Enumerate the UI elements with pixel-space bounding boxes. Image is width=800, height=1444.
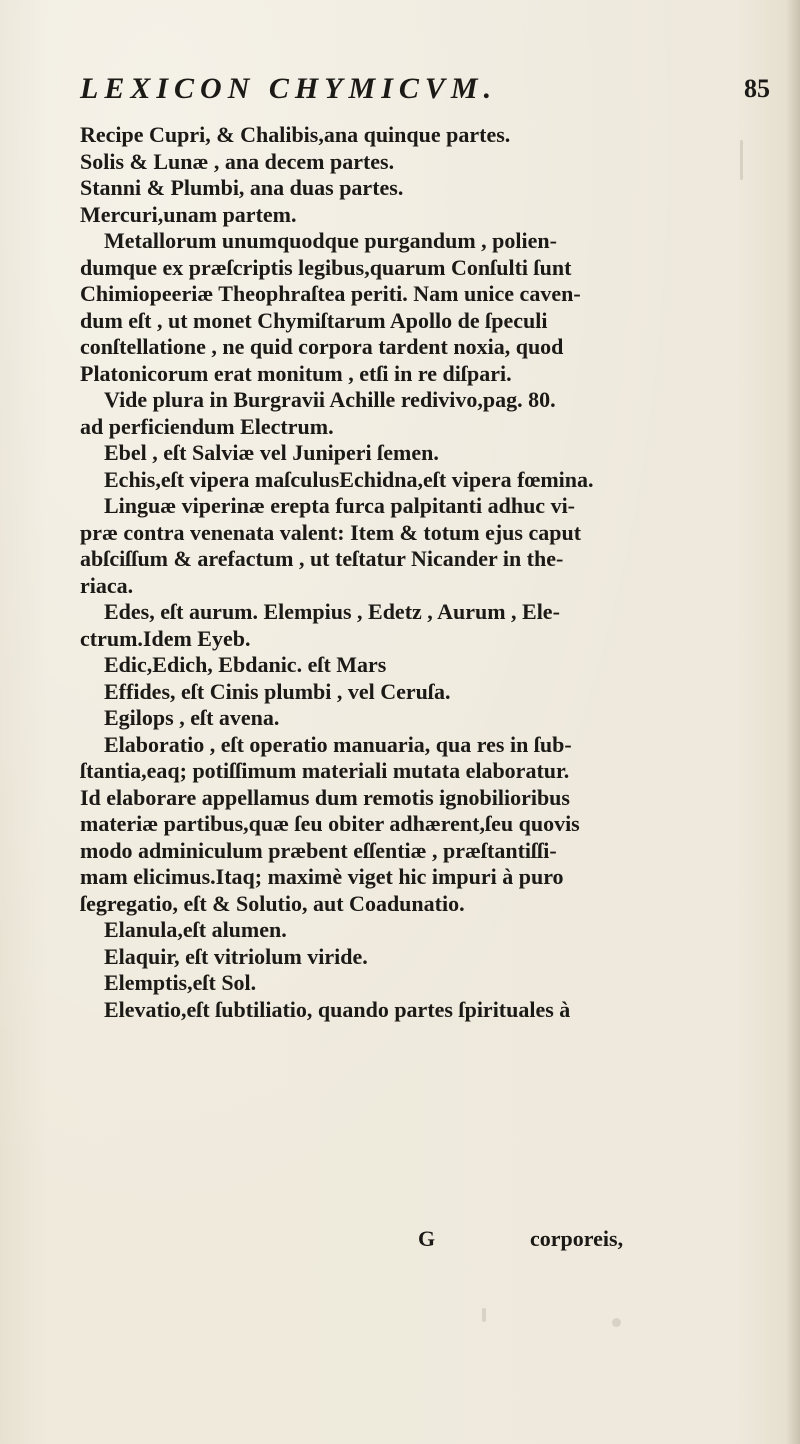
text-line: riaca.: [80, 572, 134, 598]
page-number: 85: [744, 74, 770, 103]
text-line: ſtantia,eaq; potiſſimum materiali mutata elaboratur.: [80, 758, 570, 783]
text-line: Chimiopeeriæ Theophraſtea periti. Nam unice caven-: [80, 281, 581, 306]
catchword: corporeis,: [530, 1226, 624, 1251]
text-line: Egilops , eſt avena.: [104, 705, 280, 730]
text-line: Vide plura in Burgravii Achille redivivo,pag. 80.: [104, 387, 556, 412]
text-line: Mercuri,unam partem.: [80, 201, 297, 227]
text-line: Elaquir, eſt vitriolum viride.: [104, 943, 368, 969]
text-line: Edes, eſt aurum. Elempius , Edetz , Aurum , Ele-: [104, 599, 560, 624]
text-line: Ebel , eſt Salviæ vel Juniperi ſemen.: [104, 440, 439, 465]
text-line: Elanula,eſt alumen.: [104, 917, 287, 942]
ink-speck: [482, 1308, 486, 1322]
text-line: ctrum.Idem Eyeb.: [80, 625, 251, 651]
ink-speck: [612, 1318, 621, 1327]
text-line: Elemptis,eſt Sol.: [104, 970, 257, 995]
text-line: ſegregatio, eſt & Solutio, aut Coadunatio.: [80, 890, 465, 916]
text-line: Stanni & Plumbi, ana duas partes.: [80, 175, 404, 200]
running-title: LEXICON CHYMICVM.: [80, 72, 498, 105]
text-line: mam elicimus.Itaq; maximè viget hic impuri à puro: [80, 864, 564, 889]
text-line: Elaboratio , eſt operatio manuaria, qua res in ſub-: [104, 731, 572, 757]
text-line: Linguæ viperinæ erepta furca palpitanti adhuc vi-: [104, 493, 576, 518]
text-line: dum eſt , ut monet Chymiſtarum Apollo de ſpeculi: [80, 307, 548, 333]
text-line: abſciſſum & arefactum , ut teſtatur Nicander in the-: [80, 546, 564, 571]
text-line: Platonicorum erat monitum , etſi in re diſpari.: [80, 360, 512, 386]
text-line: præ contra venenata valent: Item & totum ejus caput: [80, 519, 582, 545]
text-line: modo adminiculum præbent eſſentiæ , præſtantiſſi-: [80, 837, 557, 863]
page-footer: [0, 1226, 800, 1256]
text-line: Solis & Lunæ , ana decem partes.: [80, 148, 395, 174]
text-line: Recipe Cupri, & Chalibis,ana quinque partes.: [80, 122, 511, 147]
text-line: Metallorum unumquodque purgandum , polien-: [104, 228, 557, 253]
text-line: Id elaborare appellamus dum remotis ignobilioribus: [80, 784, 570, 810]
text-line: dumque ex præſcriptis legibus,quarum Conſulti ſunt: [80, 254, 572, 280]
text-line: Effides, eſt Cinis plumbi , vel Ceruſa.: [104, 678, 451, 704]
text-line: materiæ partibus,quæ ſeu obiter adhærent,ſeu quovis: [80, 811, 580, 836]
text-line: ad perficiendum Electrum.: [80, 413, 334, 439]
signature-mark: G: [418, 1226, 436, 1251]
text-line: Elevatio,eſt ſubtiliatio, quando partes ſpirituales à: [104, 996, 571, 1022]
text-line: conſtellatione , ne quid corpora tardent noxia, quod: [80, 334, 564, 359]
text-line: Edic,Edich, Ebdanic. eſt Mars: [104, 652, 387, 677]
text-line: Echis,eſt vipera maſculusEchidna,eſt vipera fœmina.: [104, 466, 594, 492]
page-body-text: [80, 122, 740, 1023]
page-header: [80, 72, 770, 112]
paper-mark: [740, 140, 743, 180]
